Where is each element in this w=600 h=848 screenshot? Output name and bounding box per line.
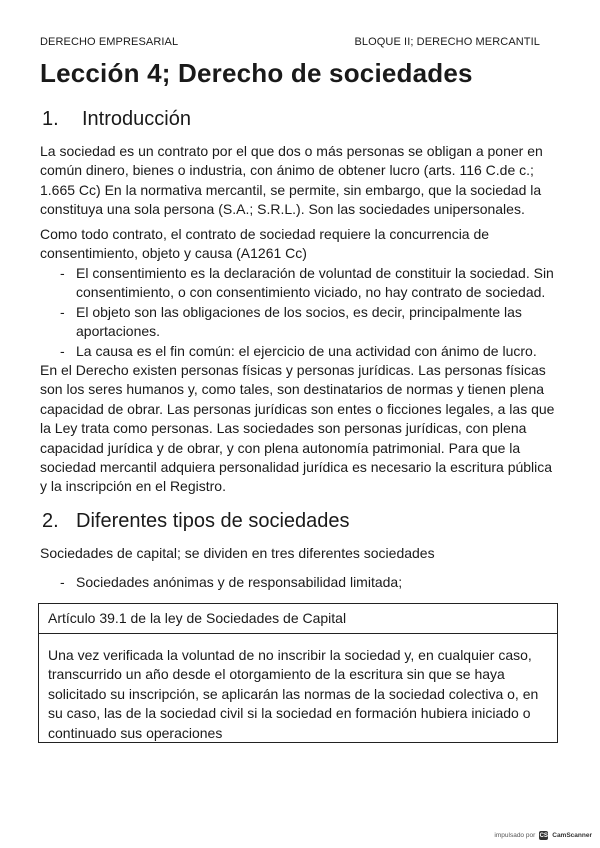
list-item: - El consentimiento es la declaración de voluntad de constituir la sociedad. Sin consentimiento, o con consentimiento viciado, no hay contrato de sociedad. [40,264,560,303]
scanner-watermark [494,831,592,840]
list-item: - El objeto son las obligaciones de los socios, es decir, principalmente las aportaciones. [40,303,560,342]
section-heading-introduccion [42,108,191,131]
intro-paragraph-1: La sociedad es un contrato por el que dos o más personas se obligan a poner en común dinero, bienes o industria, con ánimo de obtener lucro (arts. 116 C.de c.; 1.665 Cc) En la normativa mercantil, se permite, sin embargo, que la sociedad la constituya una sola persona (S.A.; S.R.L.). Son las sociedades unipersonales. [40,143,543,218]
camscanner-logo-icon: CS [539,832,548,839]
section-heading-tipos [42,510,350,533]
contract-elements-list [40,264,560,361]
society-types-list [40,573,560,592]
tipos-paragraph-1: Sociedades de capital; se dividen en tres diferentes sociedades [40,545,435,561]
intro-paragraph-2: Como todo contrato, el contrato de sociedad requiere la concurrencia de consentimiento, objeto y causa (A1261 Cc) [40,226,490,262]
page-header [40,36,540,48]
section-number: 1. [42,108,59,130]
header-block: BLOQUE II; DERECHO MERCANTIL [354,36,540,48]
list-item: - Sociedades anónimas y de responsabilidad limitada; [40,573,560,592]
section-number: 2. [42,510,59,532]
article-quote-box [38,603,558,743]
header-subject: DERECHO EMPRESARIAL [40,36,179,48]
intro-paragraph-3: En el Derecho existen personas físicas y personas jurídicas. Las personas físicas son los seres humanos y, como tales, son destinatarios de normas y tienen plena capacidad de obrar. Las personas jurídicas son entes o ficciones legales, a las que la Ley trata como personas. Las sociedades son personas jurídicas, con plena capacidad jurídica y de obrar, y con plena autonomía patrimonial. Para que la sociedad mercantil adquiera personalidad jurídica es necesario la escritura pública y la inscripción en el Registro. [40,362,555,495]
section-title: Introducción [82,108,191,130]
page-title: Lección 4; Derecho de sociedades [40,58,473,88]
list-item: - La causa es el fin común: el ejercicio de una actividad con ánimo de lucro. [40,342,560,361]
camscanner-brand: CamScanner [552,832,592,839]
article-body: Una vez verificada la voluntad de no inscribir la sociedad y, en cualquier caso, transcurrido un año desde el otorgamiento de la escritura sin que se haya solicitado su inscripción, se aplicarán las normas de la sociedad colectiva o, en su caso, las de la sociedad civil si la sociedad en formación hubiera iniciado o continuado sus operaciones [48,647,539,741]
powered-by-label: impulsado por [494,832,536,839]
section-title: Diferentes tipos de sociedades [76,510,350,532]
article-title: Artículo 39.1 de la ley de Sociedades de Capital [39,604,557,634]
